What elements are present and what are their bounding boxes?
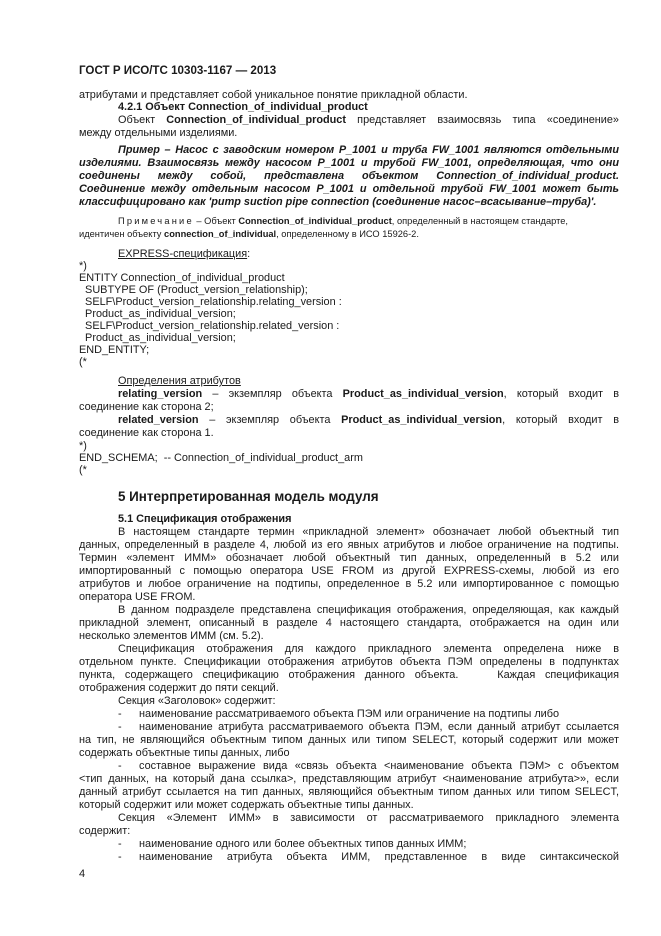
document-header: ГОСТ Р ИСО/ТС 10303-1167 — 2013 <box>79 64 277 77</box>
express-line: SELF\Product_version_relationship.related_version : <box>79 320 340 332</box>
express-line: SUBTYPE OF (Product_version_relationship); <box>79 284 308 296</box>
express-line: ENTITY Connection_of_individual_product <box>79 272 285 284</box>
attr-def-relating-line2: соединение как сторона 2; <box>79 401 214 413</box>
express-line: END_SCHEMA; -- Connection_of_individual_product_arm <box>79 452 363 464</box>
s5-p1-line: данных, определенный в разделе 4, любой из его явных атрибутов и любое ограничение на подтипы. <box>79 539 619 551</box>
bullet-3-line: составное выражение вида «связь объекта <наименование объекта ПЭМ> с объектом <box>139 760 619 772</box>
section-4-2-1-paragraph <box>118 114 619 127</box>
express-line: END_ENTITY; <box>79 344 150 356</box>
section-4-2-1-heading: 4.2.1 Объект Connection_of_individual_product <box>118 101 368 113</box>
express-line: (* <box>79 464 87 476</box>
bullet-2-line: на тип, не являющийся объектным типом данных или типом SELECT, который содержит или может <box>79 734 619 746</box>
note-line-1 <box>118 215 568 228</box>
note-text: , определенному в ИСО 15926-2. <box>276 229 419 239</box>
express-line: Product_as_individual_version; <box>79 332 236 344</box>
attr-text: – экземпляр объекта <box>202 388 343 400</box>
section-4-2-1-paragraph-line2: между отдельными изделиями. <box>79 127 238 139</box>
para-text: представляет взаимосвязь типа «соединение» <box>345 114 619 126</box>
s5-p2-line: В данном подразделе представлена спецификация отображения, определяющая, как каждый <box>118 604 619 616</box>
bullet-3-line: данный атрибут ссылается на тип данных, являющийся объектным типом данных или типом SELECT, <box>79 786 619 798</box>
attr-defs-heading: Определения атрибутов <box>118 375 241 387</box>
s5-p1-line: импортированный с помощью оператора USE FROM из другой EXPRESS-схемы, любой из его <box>79 565 619 577</box>
s5-p3-line: отображения содержит до пяти секций. <box>79 682 279 694</box>
para-text: Объект <box>118 114 167 126</box>
bullet-dash: - <box>118 721 122 733</box>
bullet-3-line: <тип данных, на который дана ссылка>, представляющим атрибут <наименование атрибута>», если <box>79 773 619 785</box>
bullet-2-line: наименование атрибута рассматриваемого объекта ПЭМ, если данный атрибут ссылается <box>139 721 619 733</box>
s5-p3-line: пункта, содержащего спецификацию отображения данного объекта. Каждая спецификация <box>79 669 619 681</box>
s5-p1-line: атрибутов и любое ограничение на подтипы, определенное в 5.2 или импортированное с помощью <box>79 578 619 590</box>
section-5-1-heading: 5.1 Спецификация отображения <box>118 513 292 525</box>
example-line-1: Пример – Насос с заводским номером P_1001 и труба FW_1001 являются отдельными <box>118 144 619 156</box>
s5-p1-line: В настоящем стандарте термин «прикладной элемент» обозначает любой объектный тип <box>118 526 619 538</box>
s5-p3-line: отдельном пункте. Спецификации отображения атрибутов объекта ПЭМ определены в подпунктах <box>79 656 619 668</box>
note-text: – Объект <box>193 216 239 226</box>
attr-def-related <box>118 414 619 427</box>
attr-def-relating <box>118 388 619 401</box>
express-label: EXPRESS-спецификация <box>118 248 248 260</box>
note-entity: Connection_of_individual_product <box>238 216 392 226</box>
note-entity: connection_of_individual <box>164 229 277 239</box>
bullet-dash: - <box>118 760 122 772</box>
bullet-dash: - <box>118 708 122 720</box>
attr-def-related-line2: соединение как сторона 1. <box>79 427 214 439</box>
s5-p1-line: Термин «элемент ИММ» обозначает любой объектный тип данных, определенный в 5.2 или <box>79 552 619 564</box>
bullet-dash: - <box>118 851 122 863</box>
bullet-1: наименование рассматриваемого объекта ПЭМ или ограничение на подтипы либо <box>139 708 560 720</box>
note-line-2 <box>79 228 419 241</box>
express-line: *) <box>79 260 87 272</box>
express-line: SELF\Product_version_relationship.relating_version : <box>79 296 342 308</box>
example-line-5: классифицировано как 'pump suction pipe connection (соединение насос–всасывание–труба)'. <box>79 196 597 208</box>
bullet-2-line: содержать объектные типы данных, либо <box>79 747 290 759</box>
bullet-dash: - <box>118 838 122 850</box>
note-text: , определенный в настоящем стандарте, <box>391 216 569 226</box>
bullet-4: наименование одного или более объектных типов данных ИММ; <box>139 838 467 850</box>
bullet-5: наименование атрибута объекта ИММ, представленное в виде синтаксической <box>139 851 619 863</box>
note-label: Примечание <box>118 216 194 226</box>
express-spec-heading <box>118 248 250 261</box>
s5-p2-line: несколько элементов ИММ (см. 5.2). <box>79 630 264 642</box>
example-line-2: изделиями. Взаимосвязь между насосом P_1001 и трубой FW_1001, определяющая, что они <box>79 157 619 169</box>
example-line-3: соединены между собой, представлена объектом Connection_of_individual_product. <box>79 170 619 182</box>
s5-p1-line: оператора USE FROM. <box>79 591 196 603</box>
bullet-3-line: который содержит или может содержать объектные типы данных. <box>79 799 414 811</box>
intro-line: атрибутами и представляет собой уникальное понятие прикладной области. <box>79 89 468 101</box>
attr-type: Product_as_individual_version <box>342 388 504 400</box>
s5-p4: Секция «Заголовок» содержит: <box>118 695 276 707</box>
note-text: идентичен объекту <box>79 229 165 239</box>
attr-name: relating_version <box>118 388 203 400</box>
s5-p5-line: Секция «Элемент ИММ» в зависимости от рассматриваемого прикладного элемента <box>118 812 619 824</box>
section-5-heading: 5 Интерпретированная модель модуля <box>118 489 379 504</box>
attr-text: , который входит в <box>503 388 619 400</box>
express-colon: : <box>247 248 251 260</box>
express-line: *) <box>79 440 87 452</box>
express-line: Product_as_individual_version; <box>79 308 236 320</box>
attr-type: Product_as_individual_version <box>341 414 503 426</box>
attr-name: related_version <box>118 414 199 426</box>
s5-p2-line: прикладной элемент, описанный в разделе 4 настоящего стандарта, отображается на один или <box>79 617 619 629</box>
entity-name: Connection_of_individual_product <box>166 114 346 126</box>
attr-text: , который входит в <box>502 414 619 426</box>
s5-p5-line: содержит: <box>79 825 131 837</box>
s5-p3-line: Спецификация отображения для каждого прикладного элемента определена ниже в <box>118 643 619 655</box>
express-line: (* <box>79 356 87 368</box>
example-line-4: Соединение между отдельным насосом P_1001 и отдельной трубой FW_1001 может быть <box>79 183 619 195</box>
attr-text: – экземпляр объекта <box>198 414 342 426</box>
page-number: 4 <box>79 868 86 880</box>
